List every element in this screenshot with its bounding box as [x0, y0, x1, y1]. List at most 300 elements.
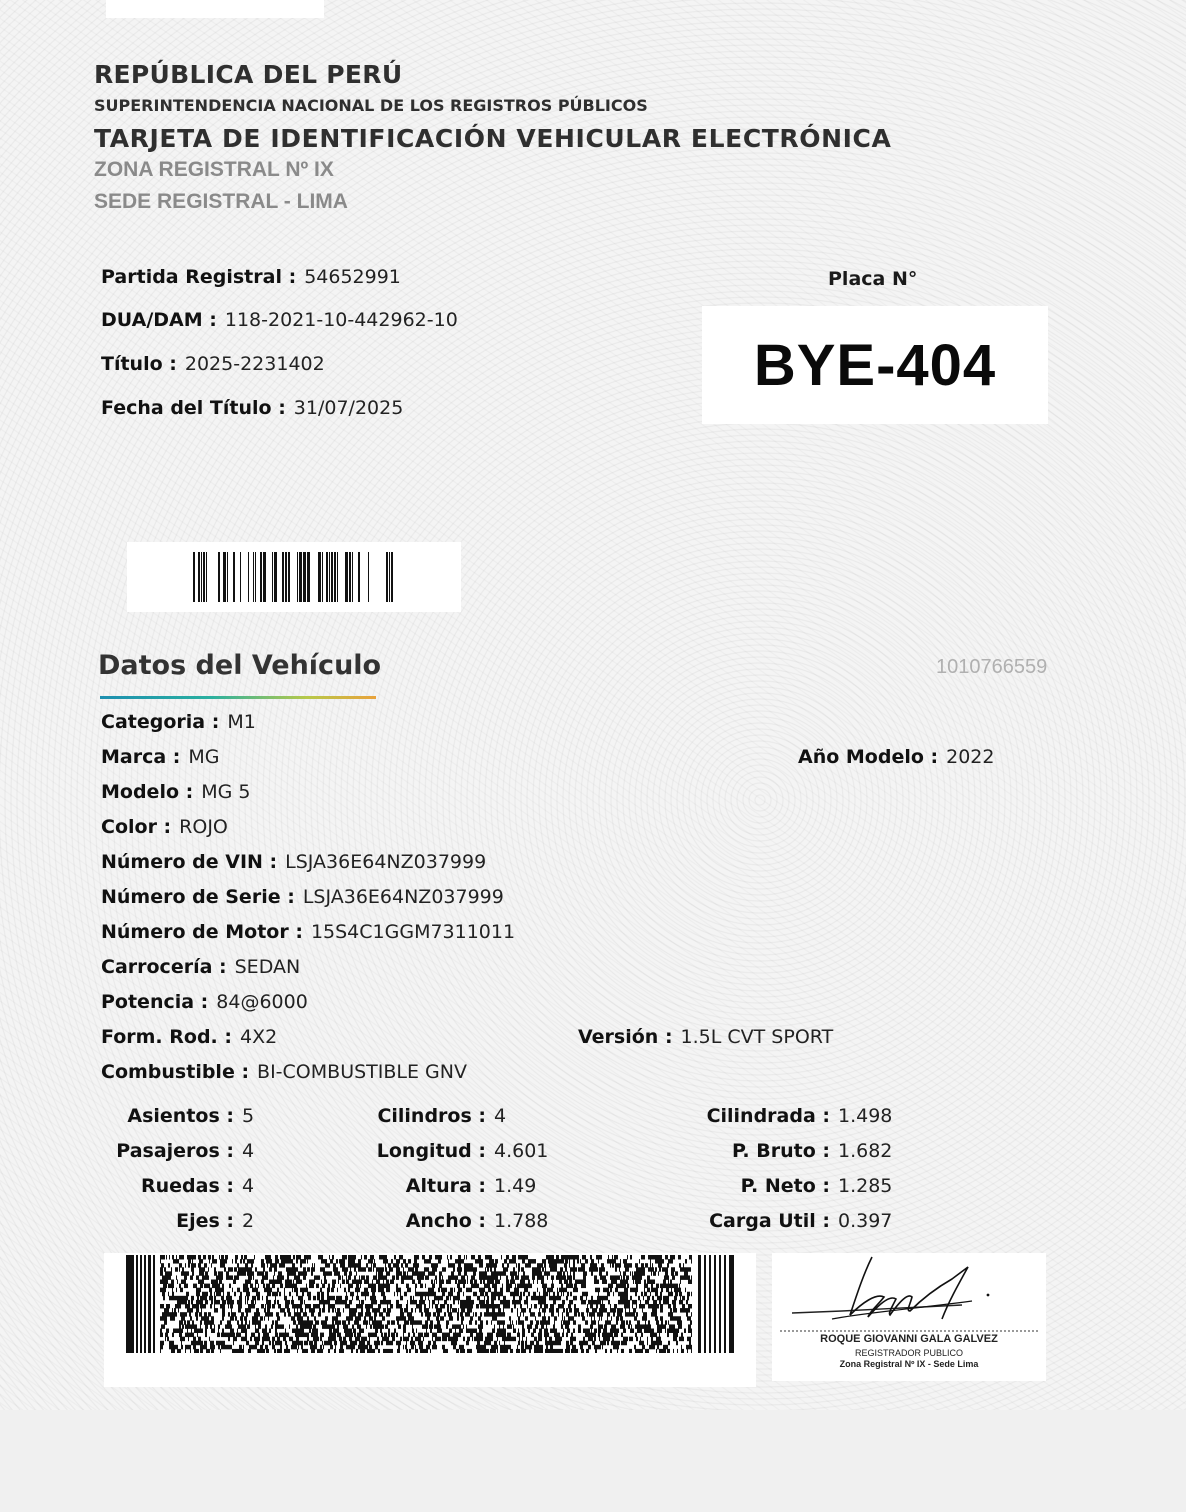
pdf417-module [679, 1292, 682, 1296]
pdf417-module [531, 1296, 534, 1300]
pdf417-module [372, 1308, 374, 1312]
pdf417-module [553, 1259, 555, 1263]
pdf417-module [192, 1263, 194, 1267]
pdf417-module [204, 1320, 206, 1324]
pdf417-module [574, 1259, 575, 1263]
pdf417-module [484, 1304, 485, 1308]
pdf417-module [570, 1271, 571, 1275]
pdf417-module [667, 1349, 670, 1353]
pdf417-module [191, 1296, 194, 1300]
pdf417-module [644, 1345, 645, 1349]
pdf417-module [184, 1316, 185, 1320]
pdf417-module [643, 1316, 644, 1320]
pdf417-module [544, 1304, 546, 1308]
pdf417-module [214, 1300, 216, 1304]
pdf417-module [301, 1329, 304, 1333]
pdf417-module [420, 1337, 421, 1341]
pdf417-module [365, 1320, 368, 1324]
pdf417-module [671, 1271, 674, 1275]
pdf417-module [277, 1320, 278, 1324]
pdf417-module [660, 1259, 662, 1263]
pdf417-module [584, 1263, 585, 1267]
pdf417-module [641, 1333, 643, 1337]
pdf417-module [648, 1349, 649, 1353]
pdf417-module [164, 1312, 166, 1316]
pdf417-module [426, 1267, 428, 1271]
pdf417-module [355, 1316, 357, 1320]
pdf417-module [480, 1349, 483, 1353]
pdf417-module [684, 1271, 686, 1275]
pdf417-module [482, 1288, 485, 1292]
pdf417-module [233, 1341, 234, 1345]
ancho-label: Ancho : [405, 1210, 486, 1232]
pdf417-module [656, 1255, 658, 1259]
pdf417-module [555, 1341, 558, 1345]
pdf417-module [518, 1316, 519, 1320]
pdf417-module [201, 1308, 202, 1312]
pdf417-module [444, 1304, 445, 1308]
pdf417-module [249, 1345, 252, 1349]
pdf417-module [622, 1296, 625, 1300]
pdf417-module [189, 1312, 191, 1316]
pdf417-module [614, 1275, 617, 1279]
pdf417-module [205, 1300, 208, 1304]
pdf417-module [470, 1280, 472, 1284]
pdf417-module [364, 1280, 367, 1284]
pdf417-module [317, 1296, 320, 1300]
pdf417-module [457, 1312, 459, 1316]
pdf417-module [185, 1349, 186, 1353]
pdf417-module [230, 1304, 233, 1308]
pdf417-module [265, 1345, 268, 1349]
pdf417-module [687, 1292, 690, 1296]
pdf417-module [346, 1304, 348, 1308]
pdf417-module [283, 1337, 286, 1341]
pdf417-module [573, 1288, 576, 1292]
pdf417-module [415, 1271, 417, 1275]
pdf417-module [501, 1255, 502, 1259]
pdf417-module [560, 1267, 561, 1271]
pdf417-module [500, 1333, 503, 1337]
pdf417-module [557, 1292, 559, 1296]
pdf417-module [544, 1292, 546, 1296]
pdf417-module [421, 1345, 423, 1349]
pdf417-module [592, 1267, 594, 1271]
pdf417-module [309, 1320, 310, 1324]
signature-box [772, 1253, 1046, 1381]
pdf417-module [259, 1320, 261, 1324]
pdf417-module [678, 1288, 681, 1292]
pdf417-module [607, 1259, 610, 1263]
pdf417-module [231, 1312, 233, 1316]
pdf417-module [615, 1288, 616, 1292]
pdf417-module [240, 1349, 242, 1353]
pdf417-module [205, 1333, 207, 1337]
pdf417-module [570, 1341, 573, 1345]
pdf417-module [239, 1300, 242, 1304]
pdf417-module [662, 1267, 664, 1271]
pdf417-module [175, 1304, 176, 1308]
pdf417-module [181, 1341, 182, 1345]
pdf417-module [617, 1308, 619, 1312]
pdf417-module [367, 1312, 368, 1316]
pdf417-module [660, 1292, 662, 1296]
pdf417-module [440, 1296, 443, 1300]
pdf417-module [252, 1345, 255, 1349]
pdf417-module [335, 1300, 336, 1304]
pdf417-module [670, 1292, 673, 1296]
pdf417-module [422, 1324, 423, 1328]
pdf417-module [386, 1337, 387, 1341]
pdf417-module [240, 1259, 242, 1263]
pdf417-module [593, 1263, 594, 1267]
pdf417-module [344, 1300, 346, 1304]
pdf417-module [198, 1341, 200, 1345]
pdf417-module [183, 1337, 185, 1341]
pdf417-module [598, 1292, 599, 1296]
pdf417-module [658, 1296, 660, 1300]
pdf417-module [611, 1275, 614, 1279]
pdf417-module [176, 1304, 178, 1308]
pdf417-module [337, 1324, 339, 1328]
pdf417-module [525, 1316, 527, 1320]
pdf417-module [408, 1288, 411, 1292]
pdf417-module [564, 1271, 565, 1275]
pdf417-module [689, 1308, 690, 1312]
pdf417-module [233, 1280, 236, 1284]
categoria-label: Categoria : [101, 711, 220, 733]
pdf417-module [295, 1333, 297, 1337]
pdf417-module [520, 1292, 522, 1296]
pdf417-module [333, 1263, 336, 1267]
pdf417-module [404, 1292, 406, 1296]
vehicle-section-title: Datos del Vehículo [98, 650, 382, 681]
pdf417-module [315, 1333, 318, 1337]
pdf417-module [469, 1296, 471, 1300]
pdf417-module [638, 1349, 641, 1353]
pdf417-module [330, 1345, 333, 1349]
pdf417-module [382, 1255, 385, 1259]
pdf417-module [256, 1337, 257, 1341]
pdf417-module [642, 1304, 645, 1308]
pdf417-module [374, 1259, 375, 1263]
pdf417-module [181, 1271, 183, 1275]
pdf417-module [248, 1304, 249, 1308]
pdf417-module [258, 1324, 261, 1328]
pdf417-module [469, 1304, 470, 1308]
pdf417-module [184, 1275, 185, 1279]
pdf417-module [432, 1284, 434, 1288]
pdf417-module [390, 1341, 393, 1345]
pdf417-module [506, 1337, 508, 1341]
pdf417-module [399, 1288, 401, 1292]
pdf417-module [537, 1280, 538, 1284]
pdf417-module [525, 1263, 528, 1267]
pdf417-module [683, 1308, 686, 1312]
pdf417-module [656, 1320, 657, 1324]
pdf417-module [292, 1263, 295, 1267]
pdf417-module [559, 1288, 562, 1292]
pdf417-module [684, 1329, 686, 1333]
pdf417-module [391, 1320, 392, 1324]
pdf417-module [464, 1263, 465, 1267]
pdf417-module [641, 1263, 643, 1267]
pdf417-module [590, 1255, 592, 1259]
pdf417-module [591, 1320, 594, 1324]
pdf417-module [647, 1329, 649, 1333]
pdf417-module [641, 1267, 642, 1271]
pdf417-module [449, 1316, 451, 1320]
pdf417-module [222, 1312, 225, 1316]
pdf417-module [257, 1337, 260, 1341]
pdf417-module [584, 1300, 586, 1304]
pdf417-module [562, 1316, 563, 1320]
vin-value: LSJA36E64NZ037999 [285, 851, 487, 873]
pdf417-module [126, 1255, 134, 1353]
pdf417-module [630, 1296, 632, 1300]
pdf417-module [385, 1296, 386, 1300]
pdf417-module [678, 1324, 680, 1328]
ejes-value: 2 [242, 1210, 255, 1232]
pdf417-module [191, 1329, 192, 1333]
pdf417-module [382, 1337, 383, 1341]
pdf417-module [250, 1280, 251, 1284]
pdf417-module [528, 1263, 531, 1267]
pdf417-module [248, 1280, 249, 1284]
pdf417-module [428, 1296, 429, 1300]
pdf417-module [472, 1337, 473, 1341]
pdf417-module [515, 1300, 517, 1304]
pdf417-module [446, 1333, 448, 1337]
pdf417-module [394, 1329, 396, 1333]
pdf417-module [594, 1333, 596, 1337]
pdf417-module [240, 1345, 242, 1349]
pdf417-module [680, 1308, 681, 1312]
pdf417-module [645, 1349, 648, 1353]
pdf417-module [266, 1255, 269, 1259]
pdf417-module [247, 1296, 249, 1300]
pdf417-module [208, 1312, 211, 1316]
pdf417-module [656, 1300, 657, 1304]
pdf417-module [335, 1316, 336, 1320]
pdf417-module [334, 1349, 336, 1353]
pdf417-module [387, 1308, 388, 1312]
pdf417-module [427, 1312, 429, 1316]
pdf417-module [376, 1324, 377, 1328]
pdf417-module [175, 1345, 178, 1349]
pdf417-module [164, 1292, 165, 1296]
barcode-bar [331, 552, 333, 602]
pdf417-module [284, 1308, 285, 1312]
pdf417-module [579, 1341, 582, 1345]
pdf417-module [214, 1292, 215, 1296]
ejes-field [90, 1210, 258, 1232]
pdf417-module [585, 1320, 587, 1324]
pdf417-module [594, 1300, 595, 1304]
pdf417-module [585, 1292, 588, 1296]
pdf417-module [522, 1333, 523, 1337]
pdf417-module [419, 1320, 422, 1324]
pdf417-module [521, 1349, 522, 1353]
pdf417-module [401, 1280, 404, 1284]
pdf417-module [324, 1280, 327, 1284]
pdf417-module [346, 1292, 347, 1296]
pdf417-module [273, 1263, 274, 1267]
pdf417-module [220, 1259, 223, 1263]
pdf417-module [432, 1320, 433, 1324]
pdf417-module [225, 1324, 228, 1328]
pdf417-module [328, 1304, 331, 1308]
pdf417-module [204, 1263, 207, 1267]
barcode-bar [358, 552, 360, 602]
pdf417-module [595, 1349, 597, 1353]
pdf417-module [584, 1271, 587, 1275]
pdf417-module [327, 1288, 330, 1292]
pdf417-module [511, 1271, 512, 1275]
pdf417-module [622, 1300, 625, 1304]
pdf417-module [276, 1263, 277, 1267]
pdf417-module [356, 1296, 358, 1300]
pdf417-module [458, 1296, 460, 1300]
pdf417-module [371, 1263, 372, 1267]
pdf417-module [299, 1271, 301, 1275]
pdf417-module [681, 1345, 682, 1349]
pdf417-module [457, 1337, 458, 1341]
pdf417-module [571, 1333, 572, 1337]
pdf417-module [479, 1300, 482, 1304]
pdf417-module [570, 1284, 573, 1288]
pdf417-module [529, 1284, 531, 1288]
pdf417-module [160, 1259, 161, 1263]
pdf417-module [632, 1300, 634, 1304]
pdf417-module [590, 1300, 593, 1304]
pdf417-module [566, 1341, 569, 1345]
pdf417-module [349, 1333, 351, 1337]
pdf417-module [253, 1304, 255, 1308]
color-value: ROJO [179, 816, 228, 838]
pdf417-module [663, 1280, 666, 1284]
pdf417-module [724, 1255, 726, 1353]
pdf417-module [241, 1316, 243, 1320]
pdf417-module [361, 1292, 362, 1296]
pdf417-module [422, 1271, 423, 1275]
pdf417-module [182, 1255, 184, 1259]
pdf417-module [387, 1280, 389, 1284]
barcode-bar [227, 552, 228, 602]
pdf417-module [360, 1349, 363, 1353]
pdf417-module [419, 1345, 421, 1349]
pdf417-module [324, 1275, 325, 1279]
pdf417-module [398, 1263, 399, 1267]
pdf417-module [352, 1324, 354, 1328]
pdf417-module [380, 1255, 382, 1259]
pdf417-module [353, 1345, 355, 1349]
pdf417-module [506, 1304, 508, 1308]
pdf417-module [222, 1284, 224, 1288]
pdf417-module [667, 1267, 668, 1271]
pdf417-module [350, 1292, 352, 1296]
pdf417-module [401, 1275, 402, 1279]
pdf417-module [554, 1333, 555, 1337]
pdf417-module [439, 1284, 442, 1288]
pdf417-module [226, 1255, 227, 1259]
pdf417-module [517, 1312, 518, 1316]
pdf417-module [613, 1259, 616, 1263]
pdf417-module [174, 1308, 176, 1312]
pdf417-module [140, 1255, 142, 1353]
pdf417-module [448, 1337, 450, 1341]
pdf417-module [224, 1259, 227, 1263]
pdf417-module [322, 1341, 323, 1345]
pdf417-module [463, 1292, 464, 1296]
pdf417-module [288, 1304, 289, 1308]
pdf417-module [576, 1288, 578, 1292]
pdf417-module [528, 1292, 530, 1296]
pdf417-module [403, 1333, 404, 1337]
pdf417-module [232, 1349, 234, 1353]
pdf417-module [498, 1312, 499, 1316]
pdf417-module [228, 1337, 230, 1341]
pdf417-module [329, 1324, 330, 1328]
pdf417-module [349, 1308, 351, 1312]
pdf417-module [503, 1333, 506, 1337]
pdf417-module [519, 1296, 520, 1300]
pdf417-module [687, 1316, 688, 1320]
pdf417-module [226, 1333, 229, 1337]
pdf417-module [508, 1300, 510, 1304]
pdf417-module [346, 1280, 347, 1284]
pdf417-module [655, 1292, 658, 1296]
pdf417-module [430, 1329, 431, 1333]
pdf417-module [387, 1349, 389, 1353]
pdf417-module [588, 1337, 590, 1341]
pdf417-module [450, 1304, 452, 1308]
pdf417-module [371, 1304, 373, 1308]
pdf417-module [364, 1275, 365, 1279]
pdf417-module [211, 1296, 213, 1300]
pdf417-module [637, 1288, 638, 1292]
pdf417-module [209, 1284, 210, 1288]
pdf417-module [320, 1333, 322, 1337]
pdf417-module [638, 1280, 641, 1284]
pdf417-module [680, 1324, 682, 1328]
pdf417-module [324, 1324, 325, 1328]
pdf417-module [573, 1267, 575, 1271]
pdf417-module [482, 1263, 483, 1267]
pdf417-module [304, 1312, 307, 1316]
pdf417-module [291, 1345, 293, 1349]
pdf417-module [359, 1280, 362, 1284]
pdf417-module [442, 1304, 444, 1308]
pdf417-module [206, 1296, 207, 1300]
pdf417-module [476, 1333, 478, 1337]
pdf417-module [474, 1337, 475, 1341]
barcode-bar [386, 552, 388, 602]
pdf417-module [460, 1267, 462, 1271]
pdf417-module [397, 1259, 400, 1263]
pdf417-module [653, 1345, 655, 1349]
pdf417-module [300, 1263, 302, 1267]
pdf417-module [391, 1349, 393, 1353]
pdf417-module [600, 1296, 603, 1300]
pdf417-module [273, 1280, 276, 1284]
pdf417-module [191, 1341, 192, 1345]
pdf417-module [507, 1324, 509, 1328]
pdf417-module [335, 1308, 336, 1312]
pdf417-module [653, 1280, 655, 1284]
pdf417-module [215, 1259, 217, 1263]
pdf417-module [222, 1308, 225, 1312]
